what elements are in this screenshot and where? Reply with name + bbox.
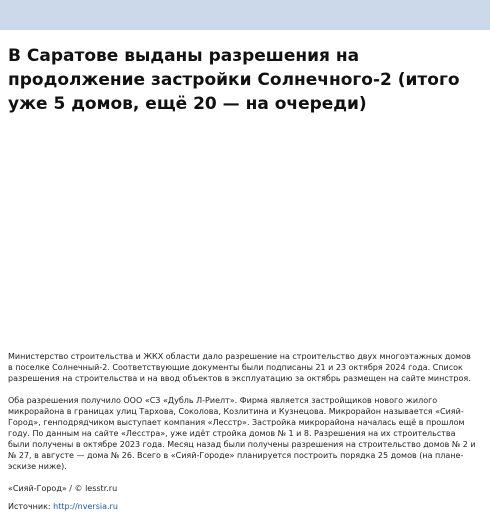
article-image-placeholder [0,126,490,348]
source-label: Источник: [8,502,54,511]
article-body [8,351,478,523]
article-paragraph: Оба разрешения получило ООО «СЗ «Дубль Л-Риелт». Фирма является застройщиков нового жилого микрорайона в границах улиц Тархова, Соколова, Козлитина и Кузнецова. Микрорайон называется «Сияй-Город», генподрядчиком выступает компания «Лесстр». Застройка микрорайона началась ещё в прошлом году. По данным на сайте «Лесстра», уже идёт стройка домов № 1 и 8. Разрешения на их строительства были получены в октябре 2023 года. Месяц назад были получены разрешения на строительство домов № 2 и № 27, в августе — дома № 26. Всего в «Сияй-Городе» планируется построить порядка 25 домов (на плане-эскизе ниже). [8,396,476,471]
source-line [8,501,478,512]
article-title: В Саратове выданы разрешения на продолжение застройки Солнечного-2 (итого уже 5 домов, ещё 20 — на очереди) [8,46,460,114]
top-bar [0,0,490,30]
article-paragraph: Министерство строительства и ЖКХ области дало разрешение на строительство двух многоэтажных домов в поселке Солнечный-2. Соответствующие документы были подписаны 21 и 23 октября 2024 года. Список разрешения на строительства и на ввод объектов в эксплуатацию за октябрь размещен на сайте минстроя. [8,352,471,383]
image-credit: «Сияй-Город» / © lesstr.ru [8,484,118,493]
source-link[interactable]: http://nversia.ru [53,502,118,511]
